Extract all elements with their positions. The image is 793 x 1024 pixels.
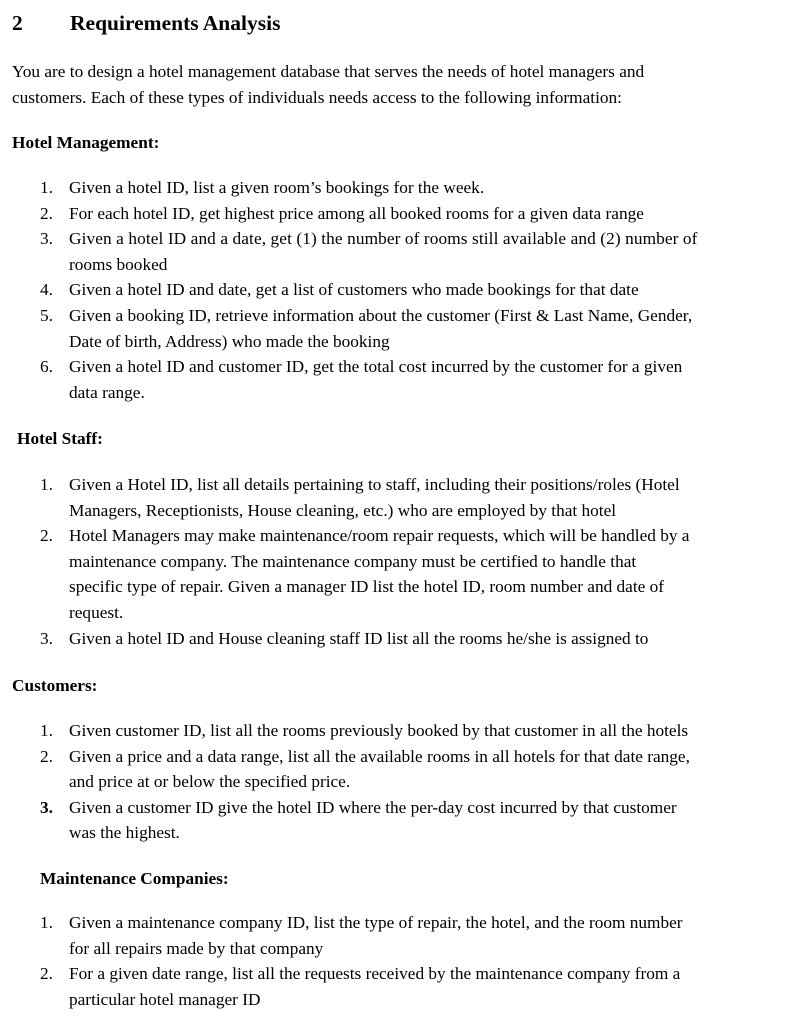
list-item (0, 472, 775, 523)
item-text: and price at or below the specified price. (69, 772, 351, 792)
list-item (0, 175, 775, 201)
item-number: 2. (40, 746, 53, 766)
item-text: Given a price and a data range, list all the available rooms in all hotels for that date range, (69, 746, 690, 766)
item-text: For each hotel ID, get highest price among all booked rooms for a given data range (69, 203, 644, 223)
item-text: Given a hotel ID and customer ID, get the total cost incurred by the customer for a given (69, 357, 683, 377)
customers-title: Customers: (12, 676, 98, 695)
item-number: 1. (40, 913, 53, 932)
section-heading (12, 9, 280, 37)
list-item (0, 718, 775, 744)
item-text: for all repairs made by that company (69, 938, 324, 958)
item-text: Hotel Managers may make maintenance/room repair requests, which will be handled by a (69, 526, 690, 546)
list-item (0, 795, 775, 846)
item-text: Managers, Receptionists, House cleaning, etc.) who are employed by that hotel (69, 500, 617, 520)
item-number: 1. (40, 178, 53, 197)
hotel-staff-list (0, 472, 775, 651)
section-number: 2 (12, 11, 23, 35)
list-item (0, 626, 775, 652)
list-item (0, 961, 775, 1012)
item-text: Given a booking ID, retrieve information about the customer (First & Last Name, Gender, (69, 305, 693, 325)
section-title: Requirements Analysis (70, 11, 281, 35)
item-text: Given a hotel ID and House cleaning staff ID list all the rooms he/she is assigned to (69, 628, 649, 648)
list-item (0, 523, 775, 625)
item-number: 3. (40, 628, 53, 648)
list-item (0, 277, 775, 303)
item-text: Date of birth, Address) who made the booking (69, 331, 390, 351)
item-text: data range. (69, 382, 145, 402)
item-text: particular hotel manager ID (69, 989, 261, 1009)
item-number: 3. (40, 229, 53, 249)
item-number: 6. (40, 357, 53, 377)
intro-line: customers. Each of these types of individuals needs access to the following information: (12, 87, 622, 107)
list-item (0, 744, 775, 795)
item-text: Given customer ID, list all the rooms previously booked by that customer in all the hotels (69, 721, 689, 740)
item-number: 4. (40, 280, 53, 300)
list-item (0, 201, 775, 227)
list-item (0, 226, 775, 277)
item-number: 1. (40, 475, 53, 494)
item-number: 5. (40, 305, 53, 325)
item-text: was the highest. (69, 823, 180, 843)
item-text: Given a customer ID give the hotel ID where the per-day cost incurred by that customer (69, 797, 677, 817)
item-text: For a given date range, list all the requests received by the maintenance company from a (69, 964, 681, 984)
maintenance-companies-title: Maintenance Companies: (40, 869, 229, 888)
item-text: specific type of repair. Given a manager ID list the hotel ID, room number and date of (69, 577, 665, 597)
item-text: rooms booked (69, 254, 168, 274)
item-number: 3. (40, 797, 53, 817)
list-item (0, 354, 775, 405)
item-text: Given a hotel ID and date, get a list of customers who made bookings for that date (69, 280, 639, 300)
item-text: Given a hotel ID and a date, get (1) the number of rooms still available and (2) number of (69, 229, 698, 249)
hotel-staff-title: Hotel Staff: (17, 429, 103, 448)
customers-list (0, 718, 775, 846)
intro-paragraph (12, 59, 782, 110)
hotel-management-list (0, 175, 775, 405)
maintenance-companies-list (0, 910, 775, 1012)
item-text: Given a hotel ID, list a given room’s bookings for the week. (69, 178, 485, 197)
hotel-management-title: Hotel Management: (12, 133, 160, 152)
list-item (0, 910, 775, 961)
intro-line: You are to design a hotel management database that serves the needs of hotel managers and (12, 62, 645, 81)
item-text: Given a maintenance company ID, list the type of repair, the hotel, and the room number (69, 913, 683, 932)
item-number: 1. (40, 721, 53, 740)
item-text: request. (69, 602, 124, 622)
item-number: 2. (40, 964, 53, 984)
item-number: 2. (40, 526, 53, 546)
item-number: 2. (40, 203, 53, 223)
item-text: maintenance company. The maintenance company must be certified to handle that (69, 551, 637, 571)
list-item (0, 303, 775, 354)
item-text: Given a Hotel ID, list all details pertaining to staff, including their positions/roles (Hotel (69, 475, 680, 494)
